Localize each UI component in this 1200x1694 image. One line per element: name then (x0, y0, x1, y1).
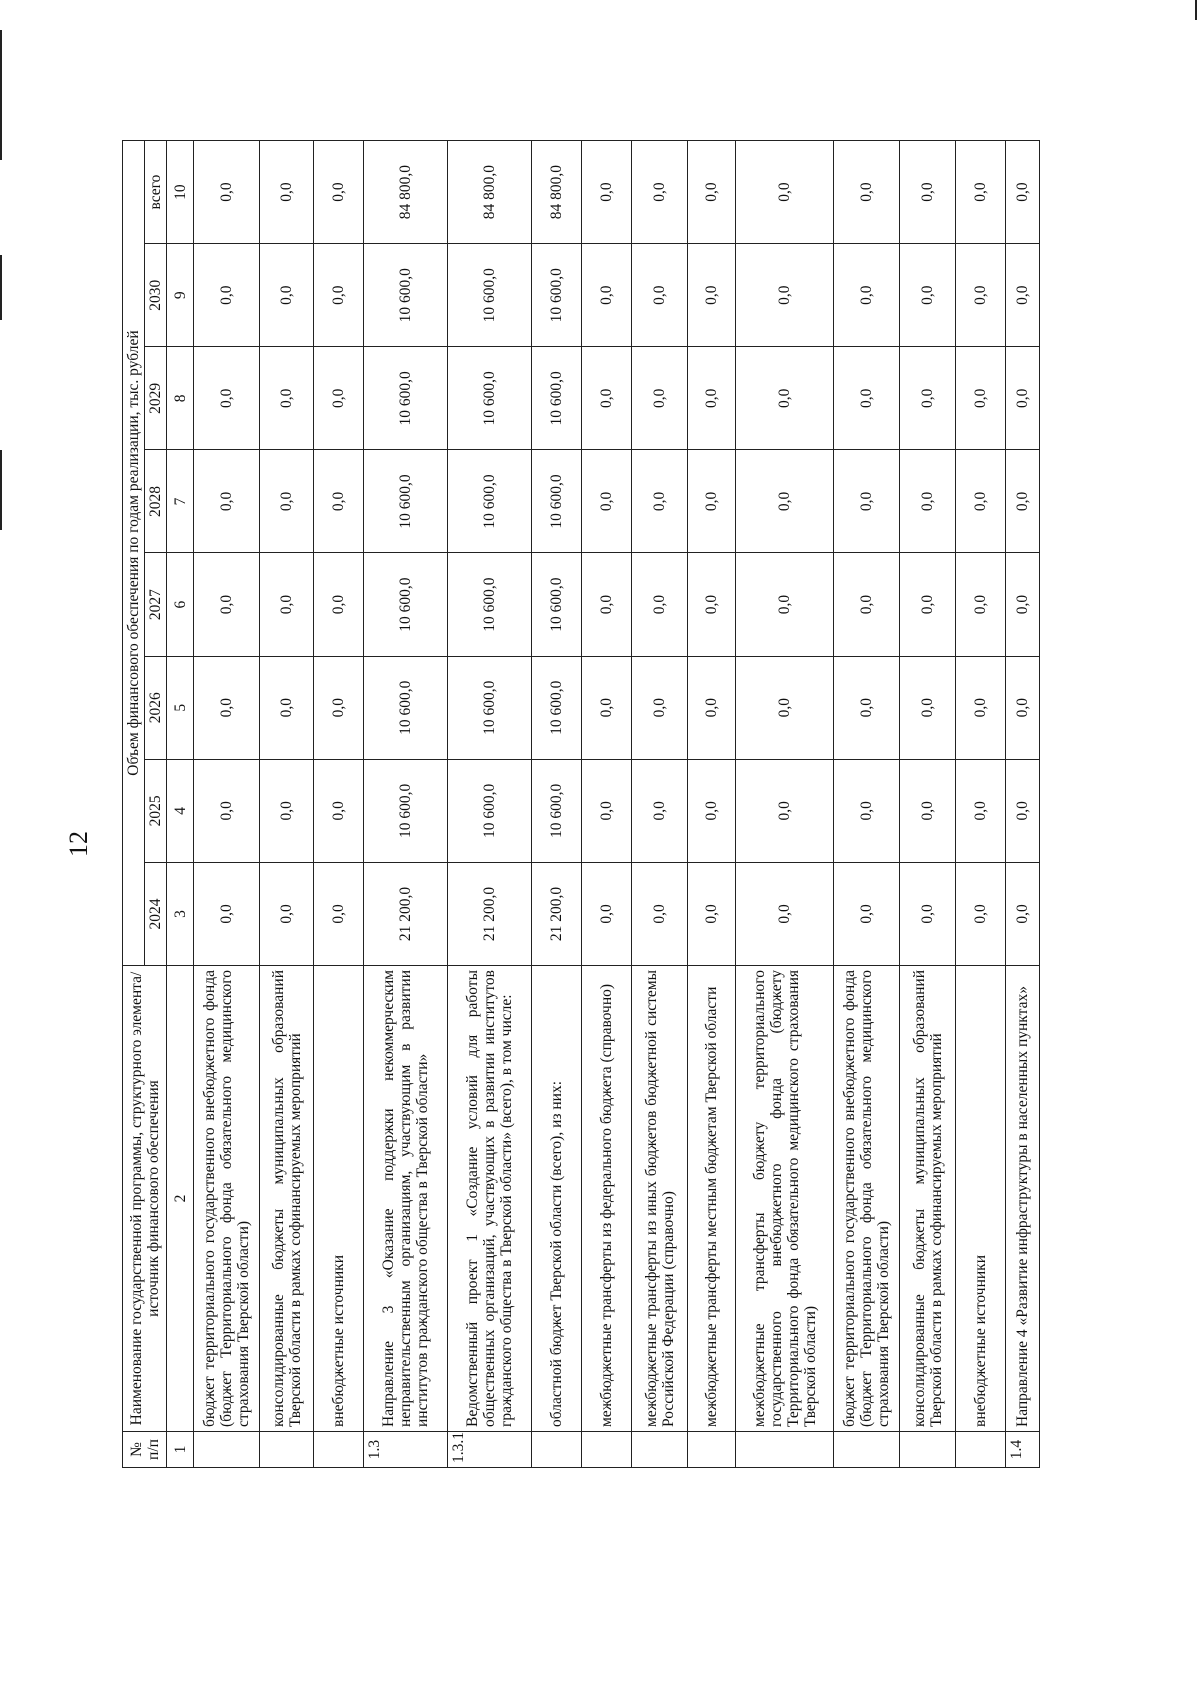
row-value: 0,0 (582, 656, 632, 759)
row-value: 0,0 (1006, 450, 1040, 553)
row-value: 0,0 (688, 141, 736, 244)
table-row (314, 141, 364, 1468)
row-value: 0,0 (194, 347, 260, 450)
row-value: 0,0 (582, 347, 632, 450)
table-row (834, 141, 900, 1468)
row-value: 0,0 (194, 759, 260, 862)
header-year: 2028 (145, 450, 167, 553)
table-row (1006, 141, 1040, 1468)
row-value: 0,0 (900, 141, 956, 244)
row-value: 10 600,0 (448, 244, 532, 347)
row-value: 0,0 (688, 450, 736, 553)
row-value: 10 600,0 (364, 244, 448, 347)
row-value: 10 600,0 (364, 347, 448, 450)
row-value: 0,0 (688, 347, 736, 450)
row-value: 0,0 (736, 450, 834, 553)
row-name: межбюджетные трансферты из иных бюджетов бюджетной системы Российской Федерации (справочно) (632, 966, 688, 1432)
row-value: 10 600,0 (364, 450, 448, 553)
row-value: 0,0 (260, 450, 314, 553)
row-value: 10 600,0 (448, 553, 532, 656)
table-row (582, 141, 632, 1468)
table-body (194, 141, 1040, 1468)
row-value: 10 600,0 (448, 759, 532, 862)
row-value: 0,0 (260, 862, 314, 965)
row-name: областной бюджет Тверской области (всего), из них: (532, 966, 582, 1432)
table-row (260, 141, 314, 1468)
row-value: 0,0 (314, 141, 364, 244)
header-year: 2024 (145, 862, 167, 965)
row-number (834, 1432, 900, 1468)
row-value: 10 600,0 (532, 347, 582, 450)
row-name: консолидированные бюджеты муниципальных образований Тверской области в рамках софинансируемых мероприятий (260, 966, 314, 1432)
row-value: 0,0 (900, 553, 956, 656)
row-value: 0,0 (1006, 347, 1040, 450)
row-value: 0,0 (260, 141, 314, 244)
row-value: 84 800,0 (448, 141, 532, 244)
row-value: 0,0 (1006, 244, 1040, 347)
row-value: 0,0 (688, 553, 736, 656)
row-value: 10 600,0 (364, 553, 448, 656)
row-value: 84 800,0 (532, 141, 582, 244)
header-year: 2026 (145, 656, 167, 759)
row-name: Направление 4 «Развитие инфраструктуры в населенных пунктах» (1006, 966, 1040, 1432)
row-value: 0,0 (736, 553, 834, 656)
row-value: 0,0 (956, 656, 1006, 759)
row-value: 0,0 (956, 759, 1006, 862)
row-value: 0,0 (834, 347, 900, 450)
header-num: № п/п (123, 1432, 167, 1468)
row-name: внебюджетные источники (314, 966, 364, 1432)
row-number: 1.3.1 (448, 1432, 532, 1468)
row-number (194, 1432, 260, 1468)
row-value: 0,0 (632, 347, 688, 450)
row-value: 0,0 (956, 347, 1006, 450)
row-number (632, 1432, 688, 1468)
row-value: 0,0 (194, 244, 260, 347)
row-name: Направление 3 «Оказание поддержки некоммерческим неправительственным организациям, участвующим в развитии институтов гражданского общества в Тверской области» (364, 966, 448, 1432)
row-value: 0,0 (632, 553, 688, 656)
table-row (900, 141, 956, 1468)
row-value: 0,0 (956, 244, 1006, 347)
row-value: 0,0 (1006, 862, 1040, 965)
row-value: 10 600,0 (532, 244, 582, 347)
row-value: 0,0 (688, 244, 736, 347)
row-value: 0,0 (632, 141, 688, 244)
row-value: 0,0 (834, 656, 900, 759)
header-year: 2027 (145, 553, 167, 656)
row-value: 21 200,0 (532, 862, 582, 965)
row-value: 0,0 (900, 244, 956, 347)
table-row (632, 141, 688, 1468)
row-value: 0,0 (688, 862, 736, 965)
row-value: 21 200,0 (364, 862, 448, 965)
header-name: Наименование государственной программы, структурного элемента/источник финансового обеспечения (123, 966, 167, 1432)
row-value: 10 600,0 (448, 450, 532, 553)
column-number: 4 (167, 759, 194, 862)
header-row-1 (123, 141, 145, 1468)
row-value: 0,0 (900, 759, 956, 862)
row-value: 84 800,0 (364, 141, 448, 244)
row-value: 0,0 (260, 759, 314, 862)
column-number: 10 (167, 141, 194, 244)
row-value: 0,0 (194, 553, 260, 656)
column-number: 8 (167, 347, 194, 450)
row-value: 0,0 (834, 553, 900, 656)
row-value: 0,0 (194, 862, 260, 965)
row-value: 0,0 (314, 450, 364, 553)
row-number: 1.3 (364, 1432, 448, 1468)
row-value: 0,0 (314, 244, 364, 347)
table-row (736, 141, 834, 1468)
financing-table (122, 140, 1040, 1468)
row-number (532, 1432, 582, 1468)
row-value: 0,0 (260, 347, 314, 450)
row-value: 10 600,0 (448, 347, 532, 450)
row-number: 1.4 (1006, 1432, 1040, 1468)
row-value: 10 600,0 (532, 759, 582, 862)
page-number: 12 (64, 831, 93, 857)
row-value: 10 600,0 (532, 656, 582, 759)
row-value: 0,0 (632, 759, 688, 862)
row-number (314, 1432, 364, 1468)
header-year: всего (145, 141, 167, 244)
row-value: 0,0 (194, 656, 260, 759)
row-value: 0,0 (834, 141, 900, 244)
row-value: 0,0 (956, 450, 1006, 553)
row-number (582, 1432, 632, 1468)
row-name: внебюджетные источники (956, 966, 1006, 1432)
row-value: 0,0 (1006, 759, 1040, 862)
header-year: 2029 (145, 347, 167, 450)
column-number: 2 (167, 966, 194, 1432)
table-row (194, 141, 260, 1468)
row-value: 0,0 (688, 759, 736, 862)
row-value: 0,0 (260, 656, 314, 759)
row-value: 0,0 (736, 141, 834, 244)
row-value: 0,0 (900, 347, 956, 450)
row-value: 0,0 (314, 553, 364, 656)
row-value: 0,0 (736, 862, 834, 965)
row-value: 0,0 (314, 759, 364, 862)
header-year: 2025 (145, 759, 167, 862)
row-value: 0,0 (736, 656, 834, 759)
row-value: 0,0 (736, 347, 834, 450)
row-name: Ведомственный проект 1 «Создание условий для работы общественных организаций, участвующих в развитии институтов гражданского общества в Тверской области» (всего), в том числе: (448, 966, 532, 1432)
row-value: 0,0 (194, 141, 260, 244)
row-number (956, 1432, 1006, 1468)
row-number (736, 1432, 834, 1468)
row-number (900, 1432, 956, 1468)
row-value: 10 600,0 (532, 450, 582, 553)
row-value: 0,0 (632, 244, 688, 347)
row-value: 0,0 (582, 553, 632, 656)
row-value: 10 600,0 (364, 759, 448, 862)
row-value: 0,0 (582, 450, 632, 553)
row-name: межбюджетные трансферты из федерального бюджета (справочно) (582, 966, 632, 1432)
row-value: 0,0 (736, 244, 834, 347)
row-value: 21 200,0 (448, 862, 532, 965)
row-number (260, 1432, 314, 1468)
row-value: 0,0 (736, 759, 834, 862)
row-value: 0,0 (582, 141, 632, 244)
row-value: 0,0 (1006, 553, 1040, 656)
row-value: 0,0 (834, 244, 900, 347)
row-value: 0,0 (1006, 141, 1040, 244)
row-value: 0,0 (314, 656, 364, 759)
header-column-numbers-row (167, 141, 194, 1468)
column-number: 1 (167, 1432, 194, 1468)
row-value: 10 600,0 (448, 656, 532, 759)
column-number: 3 (167, 862, 194, 965)
table-row (364, 141, 448, 1468)
row-value: 0,0 (632, 450, 688, 553)
row-value: 0,0 (688, 656, 736, 759)
row-name: бюджет территориального государственного внебюджетного фонда (бюджет Территориального фонда обязательного медицинского страхования Тверской области) (194, 966, 260, 1432)
row-value: 0,0 (956, 141, 1006, 244)
row-value: 0,0 (956, 553, 1006, 656)
column-number: 9 (167, 244, 194, 347)
row-value: 0,0 (834, 862, 900, 965)
row-value: 0,0 (900, 656, 956, 759)
row-value: 0,0 (314, 347, 364, 450)
row-name: консолидированные бюджеты муниципальных образований Тверской области в рамках софинансируемых мероприятий (900, 966, 956, 1432)
row-value: 0,0 (632, 862, 688, 965)
row-value: 0,0 (632, 656, 688, 759)
column-number: 7 (167, 450, 194, 553)
row-name: межбюджетные трансферты местным бюджетам Тверской области (688, 966, 736, 1432)
row-value: 0,0 (900, 862, 956, 965)
row-number (688, 1432, 736, 1468)
header-year: 2030 (145, 244, 167, 347)
header-volume: Объем финансового обеспечения по годам реализации, тыс. рублей (123, 141, 145, 966)
row-value: 0,0 (1006, 656, 1040, 759)
row-value: 0,0 (260, 244, 314, 347)
table-row (956, 141, 1006, 1468)
column-number: 6 (167, 553, 194, 656)
table-row (532, 141, 582, 1468)
row-name: бюджет территориального государственного внебюджетного фонда (бюджет Территориального фонда обязательного медицинского страхования Тверской области) (834, 966, 900, 1432)
row-value: 10 600,0 (364, 656, 448, 759)
table-row (688, 141, 736, 1468)
row-value: 0,0 (834, 450, 900, 553)
row-name: межбюджетные трансферты бюджету территориального государственного внебюджетного фонда (бюджету Территориального фонда обязательного медицинского страхования Тверской области) (736, 966, 834, 1432)
row-value: 0,0 (582, 759, 632, 862)
column-number: 5 (167, 656, 194, 759)
row-value: 0,0 (194, 450, 260, 553)
table-row (448, 141, 532, 1468)
row-value: 0,0 (900, 450, 956, 553)
row-value: 10 600,0 (532, 553, 582, 656)
row-value: 0,0 (314, 862, 364, 965)
row-value: 0,0 (582, 244, 632, 347)
row-value: 0,0 (582, 862, 632, 965)
row-value: 0,0 (834, 759, 900, 862)
row-value: 0,0 (956, 862, 1006, 965)
row-value: 0,0 (260, 553, 314, 656)
